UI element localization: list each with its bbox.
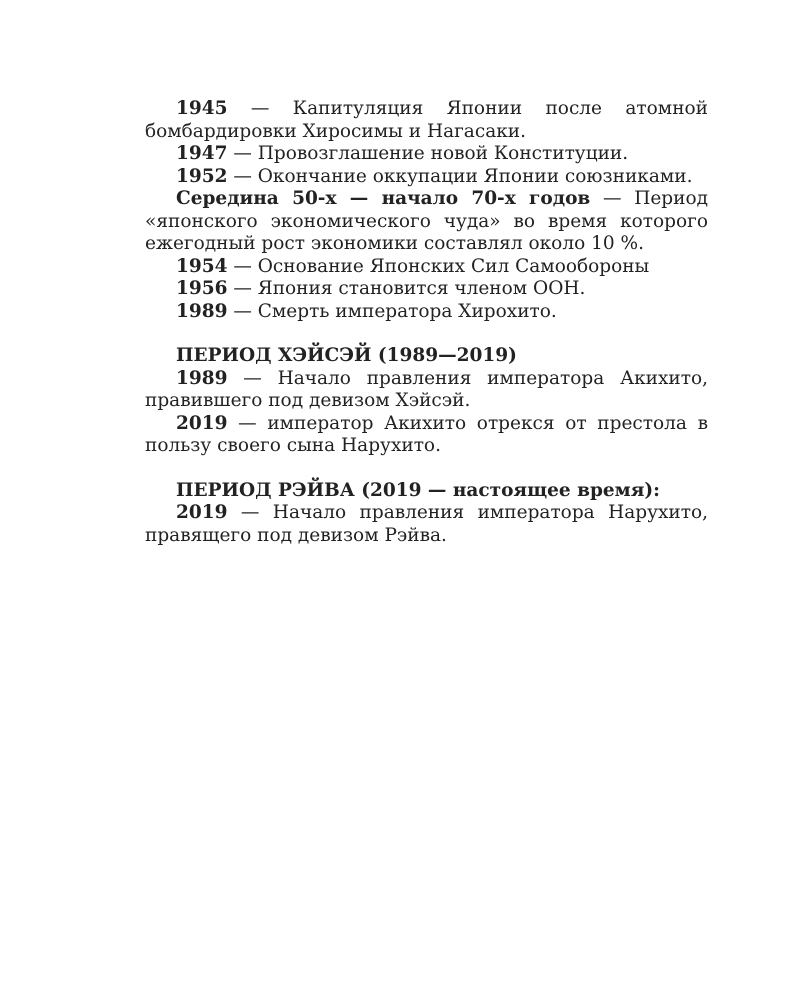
reiwa-section: [145, 480, 708, 548]
entry-year: 1989: [176, 300, 228, 322]
entry-year: Середина 50-х — начало 70-х годов: [176, 188, 591, 209]
intro-timeline: [145, 98, 708, 323]
entry-text: — император Акихито отрекся от престола в пользу своего сына Нарухито.: [145, 412, 708, 456]
entry-year: 1947: [176, 143, 228, 164]
timeline-entry: [145, 188, 708, 256]
entry-year: 1954: [176, 255, 228, 277]
entry-text: — Провозглашение новой Конституции.: [227, 143, 629, 164]
entry-year: 1945: [176, 98, 228, 119]
timeline-entry: [145, 98, 708, 143]
timeline-entry: [145, 502, 708, 547]
entry-text: — Капитуляция Японии после атомной бомбардировки Хиросимы и Нагасаки.: [145, 98, 708, 142]
timeline-entry: [145, 413, 708, 458]
entry-text: — Начало правления императора Нарухито, правящего под девизом Рэйва.: [145, 502, 708, 546]
page-content: [145, 98, 708, 547]
timeline-entry: [145, 368, 708, 413]
entry-text: — Окончание оккупации Японии союзниками.: [227, 165, 693, 187]
entry-text: — Период «японского экономического чуда» во время которого ежегодный рост экономики составлял около 10 %.: [145, 188, 709, 254]
timeline-entry: [145, 256, 708, 279]
entry-text: — Япония становится членом ООН.: [227, 278, 586, 299]
entry-text: — Начало правления императора Акихито, правившего под девизом Хэйсэй.: [145, 367, 708, 411]
entry-year: 1956: [176, 278, 228, 299]
timeline-entry: [145, 143, 708, 166]
heisei-section: [145, 345, 708, 458]
section-heading: ПЕРИОД РЭЙВА (2019 — настоящее время):: [176, 479, 660, 501]
entry-year: 2019: [176, 502, 228, 523]
entry-year: 1989: [176, 367, 228, 389]
entry-text: — Основание Японских Сил Самообороны: [227, 255, 650, 277]
entry-year: 2019: [176, 412, 228, 434]
timeline-entry: [145, 278, 708, 301]
entry-year: 1952: [176, 165, 228, 187]
timeline-entry: [145, 301, 708, 324]
timeline-entry: [145, 166, 708, 189]
section-heading: ПЕРИОД ХЭЙСЭЙ (1989—2019): [176, 345, 517, 366]
entry-text: — Смерть императора Хирохито.: [227, 300, 557, 322]
